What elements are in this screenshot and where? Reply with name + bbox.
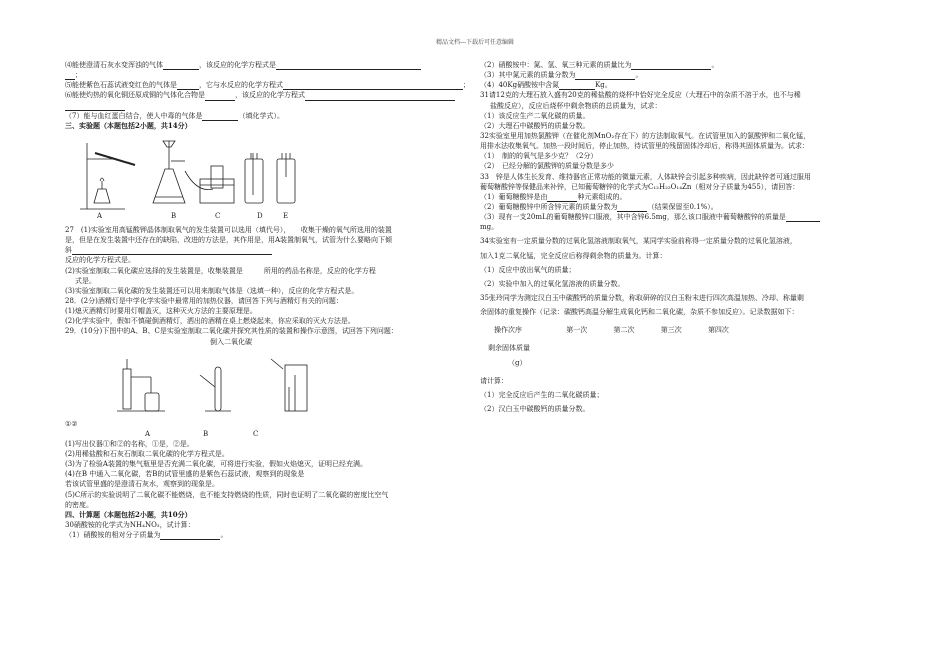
question-35-calc: 请计算： <box>480 376 508 385</box>
data-table-header <box>480 325 885 335</box>
question-28: 28．(2分)酒精灯是中学化学实验中最常用的加热仪器，请回答下列与酒精灯有关的问题： <box>65 296 343 305</box>
question-27-line5: (2)实验室制取二氧化碳应选择的发生装置是，收集装置是 所用的药品名称是，反应的化学方程 <box>65 266 376 275</box>
figure-2-title: 倒入二氧化碳 <box>210 337 252 346</box>
co2-apparatus-illustration <box>65 347 315 419</box>
question-34: 34实验室有一定质量分数的过氧化氢溶液制取氧气，某同学实验前称得一定质量分数的过氧化氢溶液， <box>480 237 797 246</box>
co2-figure-labels <box>65 429 470 439</box>
question-33-3: （3）现有一支20mL的葡萄糖酸锌口服液，其中含锌6.5mg，那么该口服液中葡萄糖酸锌的质量是 <box>480 212 885 222</box>
question-27-line2: 是，但是在发生装置中还存在的缺陷，改进的方法是，其作用是，用A装置制氧气，试管为什么要略向下倾 <box>65 236 393 245</box>
question-30-2: （2）硝酸铵中：氮、氢、氧三种元素的质量比为 。 <box>480 61 719 69</box>
question-32-2: （2） 已经分解的氯酸钾的质量分数是多少 <box>480 162 614 171</box>
question-27-line7: (3)实验室制取二氧化碳的发生装置还可以用来制取气体是（选填一种），反应的化学方程式是。 <box>65 286 359 295</box>
question-32-1: （1） 制的的氧气是多少克？（2分） <box>480 152 598 161</box>
question-33: 33 锌是人体生长发育、维持器官正常功能的微量元素，人体缺锌会引起多种疾病，因此缺锌者可通过服用 <box>480 172 811 181</box>
label-c: C <box>215 211 221 220</box>
question-28-b: (2)化学实验中，假如不慎碰倒酒精灯，洒出的酒精在桌上燃烧起来，你应采取的灭火方法是。 <box>65 317 355 326</box>
question-5: ⑸能使紫色石蕊试液变红色的气体是 ，它与水反应的化学方程式 ； <box>65 81 470 90</box>
page-header: 精品文档---下载后可任意编辑 <box>435 39 515 46</box>
table-row-label: 剩余固体质量 <box>488 344 530 353</box>
question-27-line3: 斜 <box>65 245 470 255</box>
lab-apparatus-illustration <box>65 131 315 211</box>
question-35-1: （1）完全反应后产生的二氧化碳质量； <box>480 390 604 399</box>
table-head-3: 第三次 <box>660 326 682 335</box>
question-34-b: 加入1克二氧化锰，完全反应后称得剩余物的质量为。计算： <box>480 251 667 260</box>
table-head-order: 操作次序 <box>494 326 522 335</box>
table-head-1: 第一次 <box>566 326 588 335</box>
question-4-end: ； <box>65 70 470 80</box>
question-6-end <box>65 101 470 111</box>
label-a2: A <box>145 429 151 438</box>
question-29-4: (4)在B 中通入二氧化碳，若B的试管里盛的是紫色石蕊试液，观察到的现象是 <box>65 470 305 479</box>
question-29-5: (5)C所示的实验说明了二氧化碳不能燃烧，也不能支持燃烧的性质，同时也证明了二氧化碳的密度比空气 <box>65 490 389 499</box>
label-d: D <box>257 211 263 220</box>
question-30-1: （1）硝酸铵的相对分子质量为 。 <box>65 531 228 540</box>
question-29-3: (3)为了检验A装置的集气瓶里是否充满二氧化碳，可将进行实验，假如火焰熄灭，证明已经充满。 <box>65 460 367 469</box>
question-33-1: （1）葡萄糖酸锌是由 种元素组成的。 <box>480 192 627 201</box>
question-34-1: （1）反应中放出氧气的质量； <box>480 265 576 274</box>
question-30-4: （4）40Kg硝酸铵中含氮 Kg。 <box>480 81 612 90</box>
question-33-b: 葡萄糖酸锌等保健品来补锌，已知葡萄糖锌的化学式为C₁₂H₂₂O₁₄Zn（相对分子质量为455），请回答： <box>480 182 800 191</box>
question-32: 32实验室里用加热氯酸钾（在催化剂MnO₂存在下）的方法制取氧气。在试管里加入的氯酸钾和二氧化锰， <box>480 131 811 140</box>
question-28-a: (1)熄灭酒精灯时要用灯帽盖灭，这种灭火方法的主要原理是。 <box>65 307 257 316</box>
question-35-b: 余固体的重复操作（记录：碳酸钙高温分解生成氧化钙和二氧化碳，杂质不参加反应）。记录数据如下： <box>480 308 799 317</box>
table-head-4: 第四次 <box>707 326 729 335</box>
question-32-b: 用排水法收集氧气。加热一段时间后，停止加热，待试管里的残留固体冷却后，称得其固体质量为。试求： <box>480 142 809 151</box>
section-3-title: 三、实验题（本题包括2小题，共14分） <box>65 120 192 130</box>
label-c2: C <box>253 429 259 438</box>
question-30: 30硝酸铵的化学式为NH₄NO₃，试计算： <box>65 520 195 529</box>
question-31-b: 盐酸反应），反应后烧杯中剩余物质的总质量为，试求： <box>490 101 662 110</box>
label-e: E <box>283 211 289 220</box>
left-column <box>65 60 470 540</box>
label-a: A <box>97 211 103 220</box>
question-29-5b: 的密度。 <box>65 500 93 509</box>
question-29-4b: 若该试管里盛的是澄清石灰水，观察到的现象是。 <box>65 480 219 489</box>
instrument-circles: ①② <box>65 419 78 428</box>
question-34-2: （2）实验中加入的过氧化氢溶液的质量分数。 <box>480 279 625 288</box>
table-unit: （g） <box>508 358 527 367</box>
question-35: 35张玲同学为测定汉白玉中碳酸钙的质量分数，称取研碎的汉白玉粉末进行四次高温加热、冷却、称量剩 <box>480 293 804 302</box>
question-31: 31请12克的大理石放入盛有20克的稀盐酸的烧杯中恰好完全反应（大理石中的杂质不溶于水，也不与稀 <box>480 91 801 100</box>
question-33-2: （2）葡萄糖酸锌中所含锌元素的质量分数为 （结果保留至0.1%）。 <box>480 202 718 211</box>
question-29-1: (1)写出仪器①和②的名称，①是，②是。 <box>65 439 194 448</box>
question-4: ⑷能使澄清石灰水变浑浊的气体 ，该反应的化学方程式是 <box>65 60 470 70</box>
question-31-2: （2）大理石中碳酸钙的质量分数。 <box>480 121 590 130</box>
apparatus-figure <box>65 131 470 211</box>
table-head-2: 第二次 <box>613 326 635 335</box>
question-27-line1: 27 (1)实验室用高锰酸钾晶体制取氧气的发生装置可以选用（填代号）， 收集干燥的氧气所选用的装置 <box>65 225 392 234</box>
co2-figure <box>65 347 470 419</box>
label-b: B <box>171 211 177 220</box>
question-29: 29．(10分)下图中的A、B、C是实验室制取二氧化碳并探究其性质的装置和操作示意图，试回答下列问题： <box>65 327 398 336</box>
question-30-3: （3）其中氮元素的质量分数为 。 <box>480 71 643 80</box>
question-35-2: （2）汉白玉中碳酸钙的质量分数。 <box>480 404 590 413</box>
label-b2: B <box>203 429 209 438</box>
question-27-line4: 反应的化学方程式是。 <box>65 256 135 265</box>
right-column <box>480 60 885 414</box>
question-33-3b: mg。 <box>480 223 499 232</box>
question-7: （7）能与血红蛋白结合，使人中毒的气体是 （填化学式）。 <box>65 111 284 120</box>
question-6: ⑹能使灼热的氧化铜还原成铜的气体化合物是 ，该反应的化学方程式 <box>65 90 470 100</box>
question-27-line6: 式是。 <box>75 276 96 285</box>
question-29-2: (2)用稀盐酸和石灰石制取二氧化碳的化学方程式是。 <box>65 449 229 458</box>
section-4-title: 四、计算题（本题包括2小题，共10分） <box>65 509 192 519</box>
question-31-1: （1）该反应生产二氧化碳的质量。 <box>480 111 590 120</box>
apparatus-labels <box>65 211 470 221</box>
